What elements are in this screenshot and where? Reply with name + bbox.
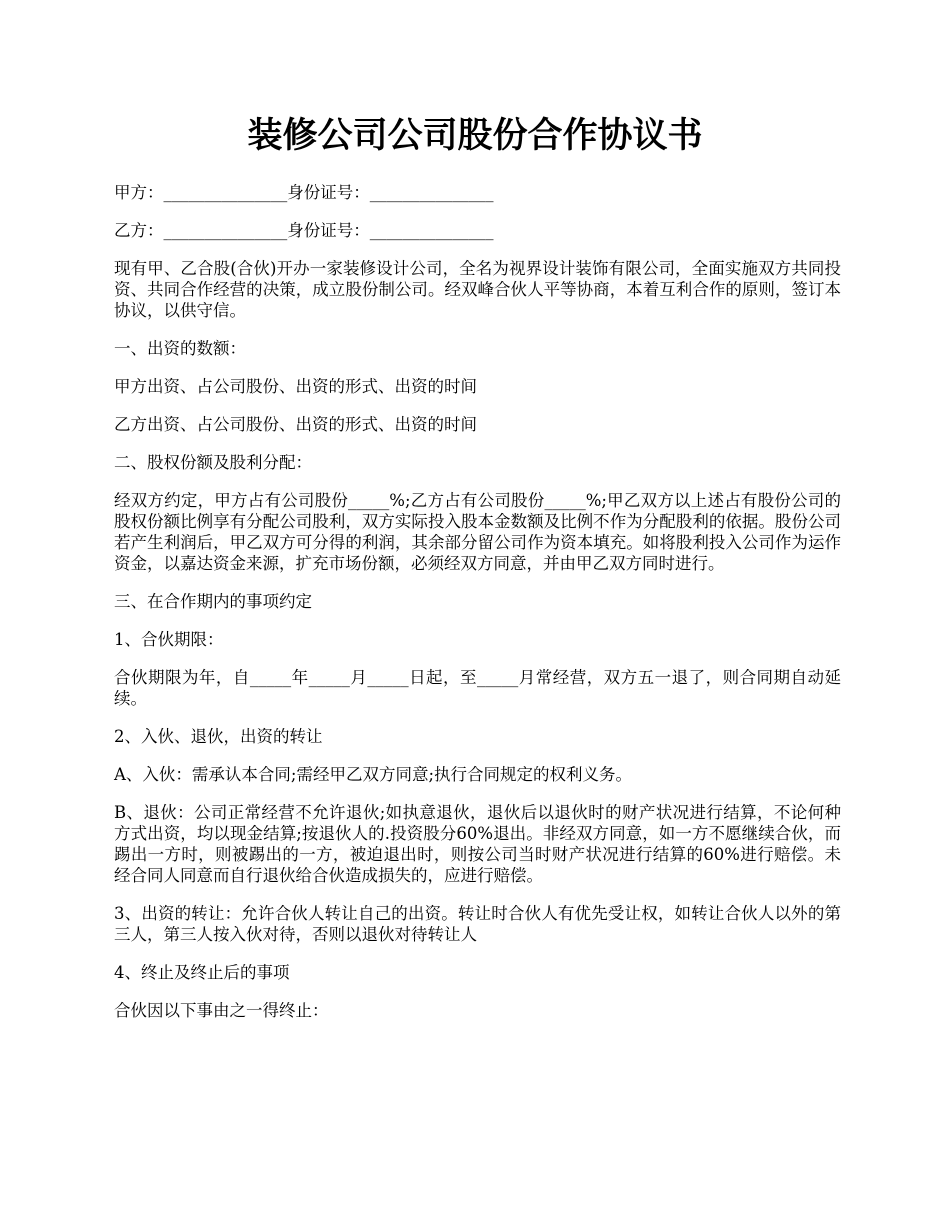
subsection-heading: 1、合伙期限： <box>114 630 224 649</box>
paragraph: 经双方约定，甲方占有公司股份_____%;乙方占有公司股份_____%;甲乙双方以上述占有股份公司的股权份额比例享有分配公司股利，双方实际投入股本金数额及比例不作为分配股利的依据。股份公司若产生利润后，甲乙双方可分得的利润，其余部分留公司作为资本填充。如将股利投入公司作为运作资金，以嘉达资金来源，扩充市场份额，必须经双方同意，并由甲乙双方同时进行。 <box>114 491 841 573</box>
paragraph: A、入伙：需承认本合同;需经甲乙双方同意;执行合同规定的权利义务。 <box>114 765 633 784</box>
section-heading: 二、股权份额及股利分配： <box>114 453 312 472</box>
paragraph: 甲方出资、占公司股份、出资的形式、出资的时间 <box>114 377 477 396</box>
subsection-heading: 2、入伙、退伙，出资的转让 <box>114 727 323 746</box>
paragraph: 合伙期限为年，自_____年_____月_____日起，至_____月常经营，双方五一退了，则合同期自动延续。 <box>114 668 841 708</box>
document-title: 装修公司公司股份合作协议书 <box>247 115 703 156</box>
paragraph: 合伙因以下事由之一得终止： <box>114 1001 329 1020</box>
intro-paragraph: 现有甲、乙合股(合伙)开办一家装修设计公司，全名为视界设计装饰有限公司，全面实施双方共同投资、共同合作经营的决策，成立股份制公司。经双峰合伙人平等协商，本着互利合作的原则，签订本协议，以供守信。 <box>114 259 841 320</box>
paragraph: 乙方出资、占公司股份、出资的形式、出资的时间 <box>114 415 477 434</box>
section-heading: 三、在合作期内的事项约定 <box>114 592 312 611</box>
section-heading: 一、出资的数额： <box>114 339 246 358</box>
party-b-line: 乙方：_______________身份证号：_______________ <box>114 221 494 240</box>
subsection-heading: 4、终止及终止后的事项 <box>114 963 290 982</box>
paragraph: B、退伙：公司正常经营不允许退伙;如执意退伙，退伙后以退伙时的财产状况进行结算，不论何种方式出资，均以现金结算;按退伙人的.投资股分60%退出。非经双方同意，如一方不愿继续合伙，而踢出一方时，则被踢出的一方，被迫退出时，则按公司当时财产状况进行结算的60%进行赔偿。未经合同人同意而自行退伙给合伙造成损失的，应进行赔偿。 <box>114 803 841 885</box>
party-a-line: 甲方：_______________身份证号：_______________ <box>114 183 494 202</box>
document-body <box>114 182 841 1038</box>
paragraph: 3、出资的转让：允许合伙人转让自己的出资。转让时合伙人有优先受让权，如转让合伙人以外的第三人，第三人按入伙对待，否则以退伙对待转让人 <box>114 904 841 944</box>
